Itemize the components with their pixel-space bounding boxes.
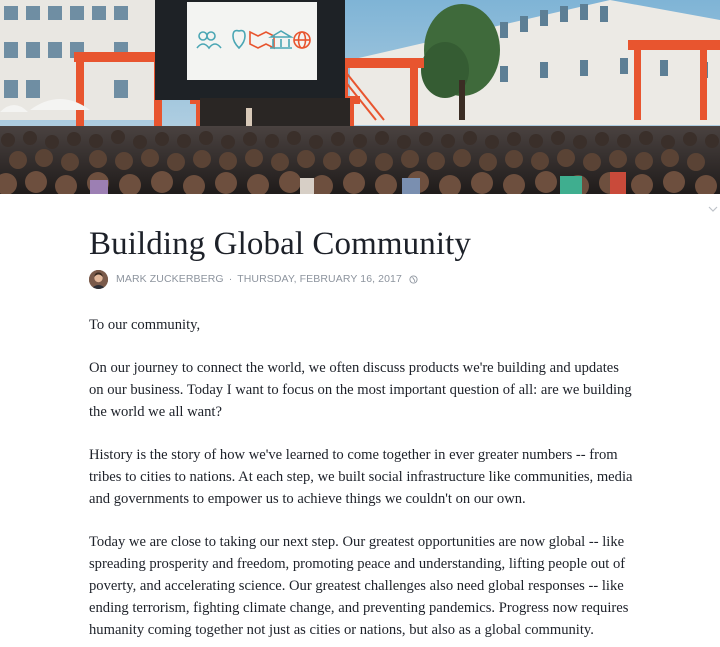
article-body [89,315,633,641]
page-title: Building Global Community [89,226,472,262]
cover-photo [0,0,720,194]
chevron-down-icon[interactable] [707,204,719,214]
paragraph-today [89,532,629,641]
paragraph-line: History is the story of how we've learned to come together in ever greater numbers -- from [89,447,618,464]
paragraph-line: ending terrorism, fighting climate change, and preventing pandemics. Progress now requires [89,599,629,616]
note-article [89,222,633,647]
paragraph-greeting [89,315,629,337]
avatar[interactable] [89,270,108,289]
paragraph-line: Today we are close to taking our next step. Our greatest opportunities are now global -- like [89,534,625,551]
byline-separator: · [228,273,233,285]
publish-date[interactable]: THURSDAY, FEBRUARY 16, 2017 [237,273,402,285]
paragraph-line: spreading prosperity and freedom, promoting peace and understanding, lifting people out of [89,556,626,573]
paragraph-line: To our community, [89,317,201,333]
cover-photo-scene [0,0,720,194]
author-name[interactable]: MARK ZUCKERBERG [116,273,224,285]
paragraph-line: humanity coming together not just as cities or nations, but also as a global community. [89,621,594,638]
paragraph-line: on our business. Today I want to focus on the most important question of all: are we building [89,382,632,399]
paragraph-line: On our journey to connect the world, we often discuss products we're building and updates [89,360,619,377]
byline [89,268,629,290]
paragraph-line: poverty, and accelerating science. Our greatest challenges also need global responses -- like [89,577,624,594]
paragraph-history [89,445,633,510]
author-photo [89,270,108,289]
paragraph-line: tribes to cities to nations. At each step, we built social infrastructure like communities, media [89,469,633,486]
paragraph-intro [89,358,632,423]
paragraph-line: and governments to empower us to achieve things we couldn't on our own. [89,490,526,507]
globe-icon [409,275,418,284]
paragraph-line: the world we all want? [89,403,222,420]
